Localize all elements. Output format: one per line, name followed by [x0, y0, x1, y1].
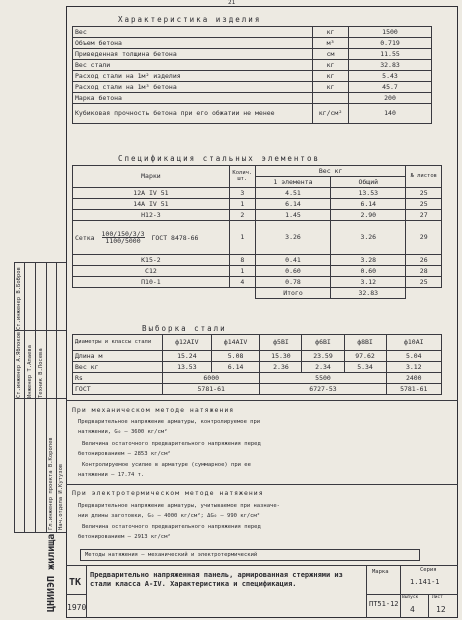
spec-table: Марки Колич. шт. Вес кг № листов 1 элемента Общий 12А IV 51 3 4.51 13.53 25 14А IV 51 1 6.14 6.14 25 Н12-3 2 1.45 2.90 27 Сетка $\frac{100/150/3/3}{1100/5000}$ ГОСТ 8478-66 1 3.26 3.26 29 К15-2 8 0.41 3.28 26 С12 1 0.60 0.60 28 П10-1 4 0.78 3.12 25 Итого 32.83: [72, 165, 442, 299]
side-stamp: [0, 0, 66, 620]
spec-title: Спецификация стальных элементов: [118, 154, 320, 163]
list-value: 12: [436, 605, 446, 614]
table-row: Сетка $\frac{100/150/3/3}{1100/5000}$ ГОСТ 8478-66 1 3.26 3.26 29: [73, 221, 442, 255]
drawing-sheet: 21 Ст.инженер А.Яблоков Ст.инженер В.Бобров Инженер Т.Апаева Техник В.Лосева Гл.инженер проекта В.Королев Нач.отдела И.Кутузов Характеристика изделия Вес кг 1500 Объем бетона м³ 0.719 Приведенная толщина бетона см 11.55 Вес стали кг 32.83 Расход стали на 1м² изделия кг 5.43 Расход стали на 1м³ бетона кг 45.7 Марка бетона 200 Кубиковая прочность бетона при его обжатии не менее кг/см² 140 Спецификация стальных элементов Марки Колич. шт. Вес кг № листов 1 элемента Общий 12А IV 51 3 4.51 13.53 25 14А IV 51 1 6.14 6.14 25 Н12-3 2 1.45 2.90 27 Сетка $\frac{100/150/3/3}{1100/5000}$ ГОСТ 8478-66 1 3.26 3.26 29 К15-2 8 0.41 3.28 26 С12 1 0.60 0.60 28 П10-1 4 0.78 3.12 25 Итого 32.83 Выборка стали Диаметры и классы стали ф12АIV ф14АIV ф5ВI ф6ВI ф8ВI ф10АI Длина м 15.24 5.08 15.30 23.59 97.62 5.04 Вес кг 13.53 6.14 2.36 2.34 5.34 3.12 Rs 6000 5500 2400 ГОСТ 5781-61 6727-53 5781-61 При механическом методе натяжения Предварительное напряжение арматуры, контролируемое при натяжении, G₀ – 3600 кг/см² Величина остаточного предварительного напряжения перед бетонированием – 2853 кг/см² Контролируемое усилие в арматуре (суммарное) при ее натяжении – 17.74 т. При электротермическом методе натяжения Предварительное напряжение арматуры, учитываемое при назначе- нии длины заготовки, G₀ – 4000 кг/см²; ΔG₀ – 990 кг/см² Величина остаточного предварительного напряжения перед бетонированием – 2913 кг/см² Методы натяжения – механический и электротермический ТК 1970 Предварительно напряженная панель, армированная стержнями из стали класса А-IV. Характеристика и спецификация. Марка ПТ51-12 Серия 1.141-1 Выпуск Лист 4 12 ЦНИИЭП жилища: [0, 0, 462, 620]
characteristics-table: Вес кг 1500 Объем бетона м³ 0.719 Приведенная толщина бетона см 11.55 Вес стали кг 32.83 Расход стали на 1м² изделия кг 5.43 Расход стали на 1м³ бетона кг 45.7 Марка бетона 200 Кубиковая прочность бетона при его обжатии не менее кг/см² 140: [72, 26, 432, 124]
table-row: С12 1 0.60 0.60 28: [73, 266, 442, 277]
stamp-row: Инженер Т.Апаева: [27, 345, 33, 398]
table-row: К15-2 8 0.41 3.28 26: [73, 255, 442, 266]
vypusk-value: 4: [410, 605, 415, 614]
stamp-row: Нач.отдела И.Кутузов: [58, 463, 64, 530]
mech-title: При механическом методе натяжения: [72, 406, 235, 414]
stamp-row: Техник В.Лосева: [38, 348, 44, 398]
characteristics-title: Характеристика изделия: [118, 15, 262, 24]
marka-value: ПТ51-12: [369, 600, 399, 608]
el-title: При электротермическом методе натяжения: [72, 489, 264, 497]
table-row: 12А IV 51 3 4.51 13.53 25: [73, 188, 442, 199]
table-row: Итого 32.83: [73, 288, 442, 299]
org-name: ЦНИИЭП жилища: [46, 533, 57, 612]
page-number: 21: [228, 0, 236, 6]
methods-box: Методы натяжения – механический и электротермический: [80, 549, 420, 561]
tk-label: ТК: [69, 577, 82, 588]
sample-title: Выборка стали: [142, 324, 227, 333]
stamp-row: Ст.инженер А.Яблоков: [16, 331, 22, 398]
table-row: П10-1 4 0.78 3.12 25: [73, 277, 442, 288]
table-row: 14А IV 51 1 6.14 6.14 25: [73, 199, 442, 210]
sheet-description: Предварительно напряженная панель, армированная стержнями из стали класса А-IV. Характеристика и спецификация.: [90, 571, 343, 589]
series-value: 1.141-1: [410, 578, 440, 586]
year: 1970: [67, 603, 87, 612]
stamp-row: Гл.инженер проекта В.Королев: [48, 437, 54, 530]
sample-table: Диаметры и классы стали ф12АIV ф14АIV ф5ВI ф6ВI ф8ВI ф10АI Длина м 15.24 5.08 15.30 23.59 97.62 5.04 Вес кг 13.53 6.14 2.36 2.34 5.34 3.12 Rs 6000 5500 2400 ГОСТ 5781-61 6727-53 5781-61: [72, 334, 442, 395]
stamp-row: Ст.инженер В.Бобров: [16, 267, 22, 330]
table-row: Н12-3 2 1.45 2.90 27: [73, 210, 442, 221]
